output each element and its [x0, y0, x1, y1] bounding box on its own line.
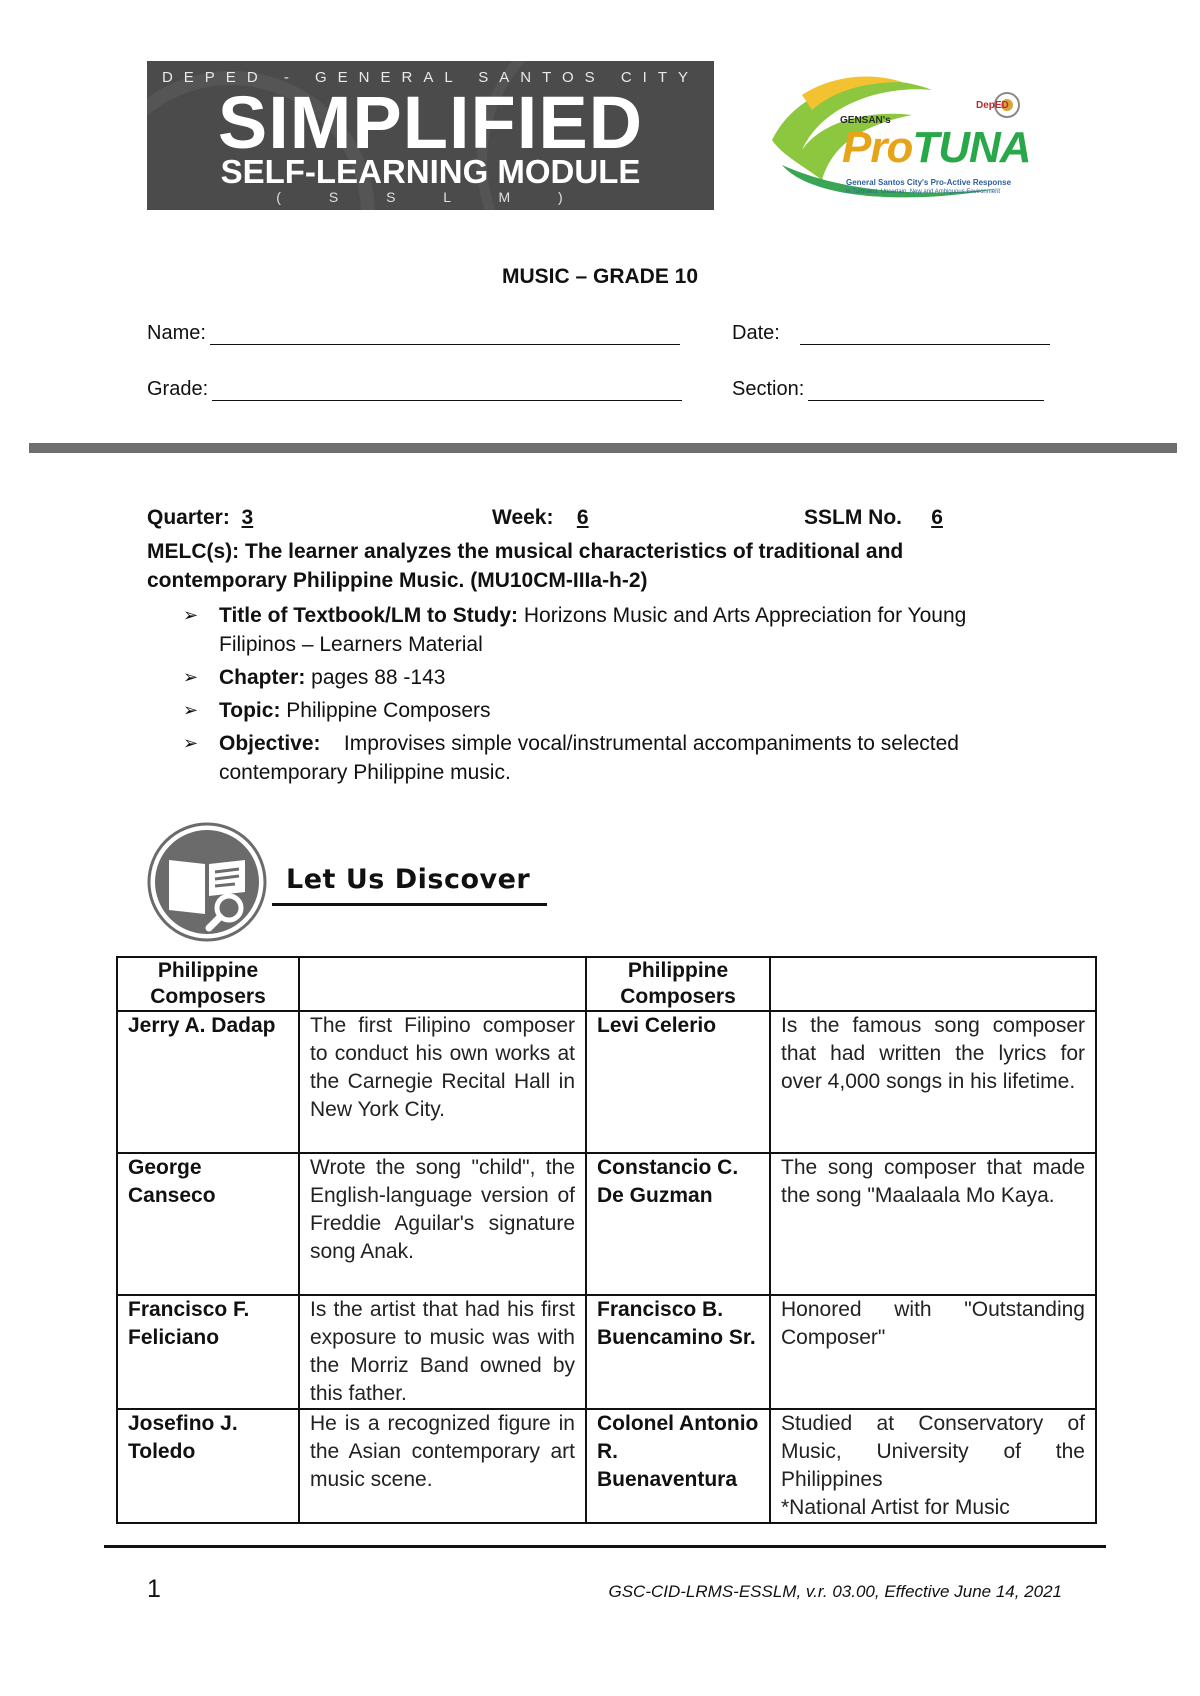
composer-description-text: Studied at Conservatory of Music, University of the Philippines — [781, 1412, 1085, 1491]
logo-tuna: TUNA — [912, 123, 1031, 172]
sslm-label: SSLM No. — [804, 506, 902, 529]
banner-title: SIMPLIFIED — [217, 81, 644, 164]
page-number: 1 — [147, 1575, 161, 1603]
composer-description: Is the famous song composer that had written the lyrics for over 4,000 songs in his lifetime. — [770, 1011, 1096, 1153]
date-label: Date: — [732, 322, 780, 344]
table-row — [117, 1011, 1096, 1153]
melc-text: MELC(s): The learner analyzes the musical characteristics of traditional and contemporary Philippine Music. (MU10CM-IIIa-h-2) — [147, 540, 904, 592]
composer-name: Levi Celerio — [586, 1011, 770, 1153]
composer-description: Honored with "Outstanding Composer" — [770, 1295, 1096, 1409]
section-input-line[interactable] — [808, 380, 1044, 401]
divider-bar — [29, 443, 1177, 453]
composer-name: Colonel Antonio R. Buenaventura — [586, 1409, 770, 1523]
date-input-line[interactable] — [800, 324, 1050, 345]
logo-gensan: GENSAN's — [840, 115, 891, 126]
logo-pro: Pro — [842, 123, 913, 172]
arrow-bullet-icon: ➢ — [183, 700, 199, 720]
quarter-value: 3 — [241, 506, 254, 529]
grade-label: Grade: — [147, 378, 209, 400]
header-composers-left: Philippine Composers — [117, 957, 299, 1011]
footer-rule — [104, 1545, 1106, 1548]
quarter-label: Quarter: — [147, 506, 230, 529]
name-input-line[interactable] — [210, 324, 680, 345]
composer-name: Constancio C. De Guzman — [586, 1153, 770, 1295]
chapter-label: Chapter: — [219, 666, 306, 689]
week — [492, 506, 589, 530]
logo-protuna — [842, 123, 1031, 173]
chapter-text: pages 88 -143 — [305, 666, 446, 689]
name-field — [147, 322, 680, 345]
objective-text: Improvises simple vocal/instrumental accompaniments to selected contemporary Philippine music. — [219, 732, 965, 784]
header-blank-left — [299, 957, 586, 1011]
sslm-banner — [147, 61, 714, 210]
composers-table — [116, 956, 1097, 1524]
section-title: Let Us Discover — [286, 864, 531, 895]
logo-tagline-2: in Turbulent, Uncertain, New and Ambiguous Environment — [846, 189, 1001, 195]
week-value: 6 — [576, 506, 589, 529]
logo-deped: DepED — [976, 100, 1009, 111]
composer-description: Wrote the song "child", the English-language version of Freddie Aguilar's signature song Anak. — [299, 1153, 586, 1295]
list-item — [183, 729, 1043, 787]
table-row — [117, 1409, 1096, 1523]
protuna-logo — [762, 70, 1062, 210]
arrow-bullet-icon: ➢ — [183, 733, 199, 753]
section-title-underline — [272, 903, 547, 906]
sslm-no — [804, 506, 943, 530]
list-item — [183, 696, 1043, 725]
list-item — [183, 601, 1043, 659]
arrow-bullet-icon: ➢ — [183, 605, 199, 625]
banner-subtitle: SELF-LEARNING MODULE — [220, 153, 641, 190]
composer-name: George Canseco — [117, 1153, 299, 1295]
table-header-row — [117, 957, 1096, 1011]
sslm-value: 6 — [931, 506, 943, 529]
list-item — [183, 663, 1043, 692]
topic-text: Philippine Composers — [280, 699, 491, 722]
name-label: Name: — [147, 322, 206, 344]
module-details-list — [183, 601, 1043, 791]
objective-label: Objective: — [219, 732, 321, 755]
national-artist-note: *National Artist for Music — [781, 1496, 1010, 1519]
grade-field — [147, 378, 682, 401]
section-field — [732, 378, 1044, 401]
composer-description — [770, 1409, 1096, 1523]
subject-title: MUSIC – GRADE 10 — [501, 265, 699, 288]
header-blank-right — [770, 957, 1096, 1011]
book-magnifier-icon — [147, 822, 267, 942]
date-field — [732, 322, 1050, 345]
arrow-bullet-icon: ➢ — [183, 667, 199, 687]
quarter — [147, 506, 253, 530]
composer-name: Francisco B. Buencamino Sr. — [586, 1295, 770, 1409]
composer-description: The first Filipino composer to conduct his own works at the Carnegie Recital Hall in New York City. — [299, 1011, 586, 1153]
textbook-text: Horizons Music and Arts Appreciation for Young Filipinos – Learners Material — [219, 604, 967, 656]
section-label: Section: — [732, 378, 805, 400]
table-row — [117, 1153, 1096, 1295]
composer-name: Josefino J. Toledo — [117, 1409, 299, 1523]
week-label: Week: — [492, 506, 554, 529]
composer-description: He is a recognized figure in the Asian contemporary art music scene. — [299, 1409, 586, 1523]
grade-input-line[interactable] — [212, 380, 682, 401]
table-row — [117, 1295, 1096, 1409]
header-composers-right: Philippine Composers — [586, 957, 770, 1011]
topic-label: Topic: — [219, 699, 281, 722]
composer-name: Jerry A. Dadap — [117, 1011, 299, 1153]
banner-acronym: ( S S L M ) — [276, 189, 585, 205]
composer-description: Is the artist that had his first exposure to music was with the Morriz Band owned by this father. — [299, 1295, 586, 1409]
textbook-label: Title of Textbook/LM to Study: — [219, 604, 519, 627]
document-code: GSC-CID-LRMS-ESSLM, v.r. 03.00, Effective June 14, 2021 — [608, 1582, 1062, 1601]
banner-top-line: DEPED - GENERAL SANTOS CITY — [161, 69, 700, 86]
composer-name: Francisco F. Feliciano — [117, 1295, 299, 1409]
composer-description: The song composer that made the song "Maalaala Mo Kaya. — [770, 1153, 1096, 1295]
logo-tagline: General Santos City's Pro-Active Response — [846, 178, 1012, 187]
